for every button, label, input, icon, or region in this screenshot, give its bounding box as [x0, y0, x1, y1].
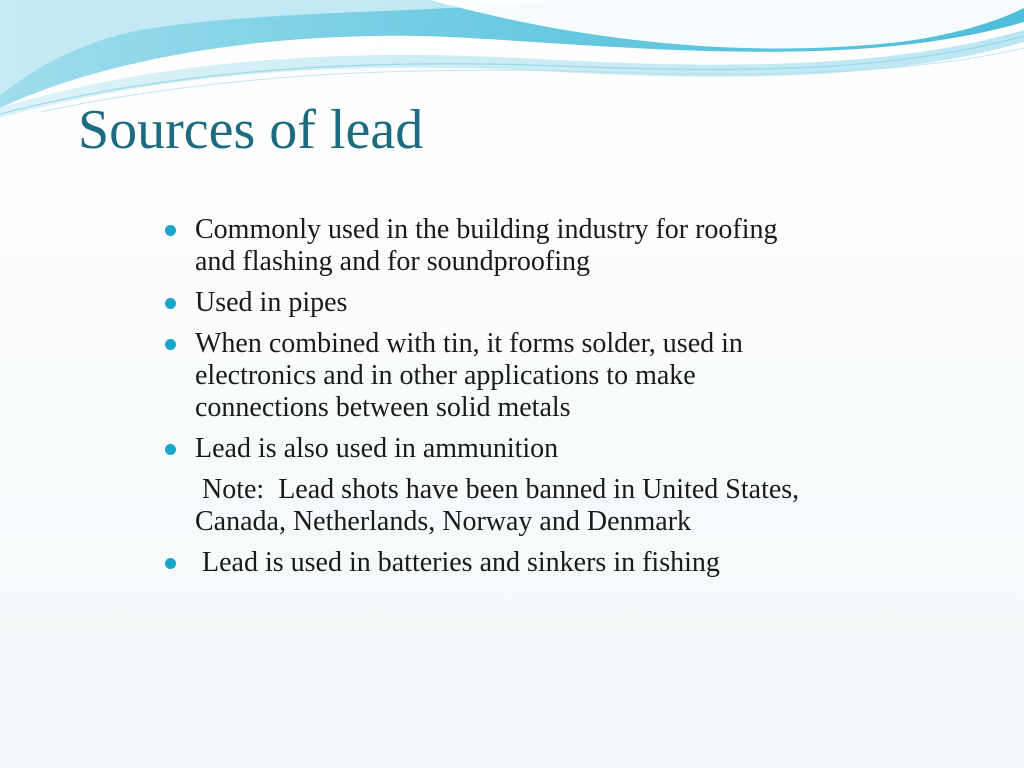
list-item-text: Lead is used in batteries and sinkers in fishing: [195, 547, 720, 578]
list-item: [164, 287, 824, 319]
list-item-text: Lead is also used in ammunition: [195, 433, 559, 464]
filled-circle-bullet-icon: [165, 558, 176, 569]
filled-circle-bullet-icon: [165, 225, 176, 236]
slide-title: Sources of lead: [78, 99, 424, 161]
list-item-text: Used in pipes: [195, 287, 348, 318]
list-item: [164, 328, 824, 424]
filled-circle-bullet-icon: [165, 339, 176, 350]
note-text: Note: Lead shots have been banned in United States, Canada, Netherlands, Norway and Denmark: [195, 474, 807, 537]
list-item: [164, 214, 824, 278]
filled-circle-bullet-icon: [165, 444, 176, 455]
list-item-text: Commonly used in the building industry for roofing and flashing and for soundproofing: [195, 214, 778, 277]
list-item: [164, 433, 824, 465]
bullet-list: [164, 214, 824, 588]
list-item-text: When combined with tin, it forms solder, used in electronics and in other applications to make connections between solid metals: [195, 328, 743, 423]
list-item: [164, 547, 824, 579]
filled-circle-bullet-icon: [165, 298, 176, 309]
